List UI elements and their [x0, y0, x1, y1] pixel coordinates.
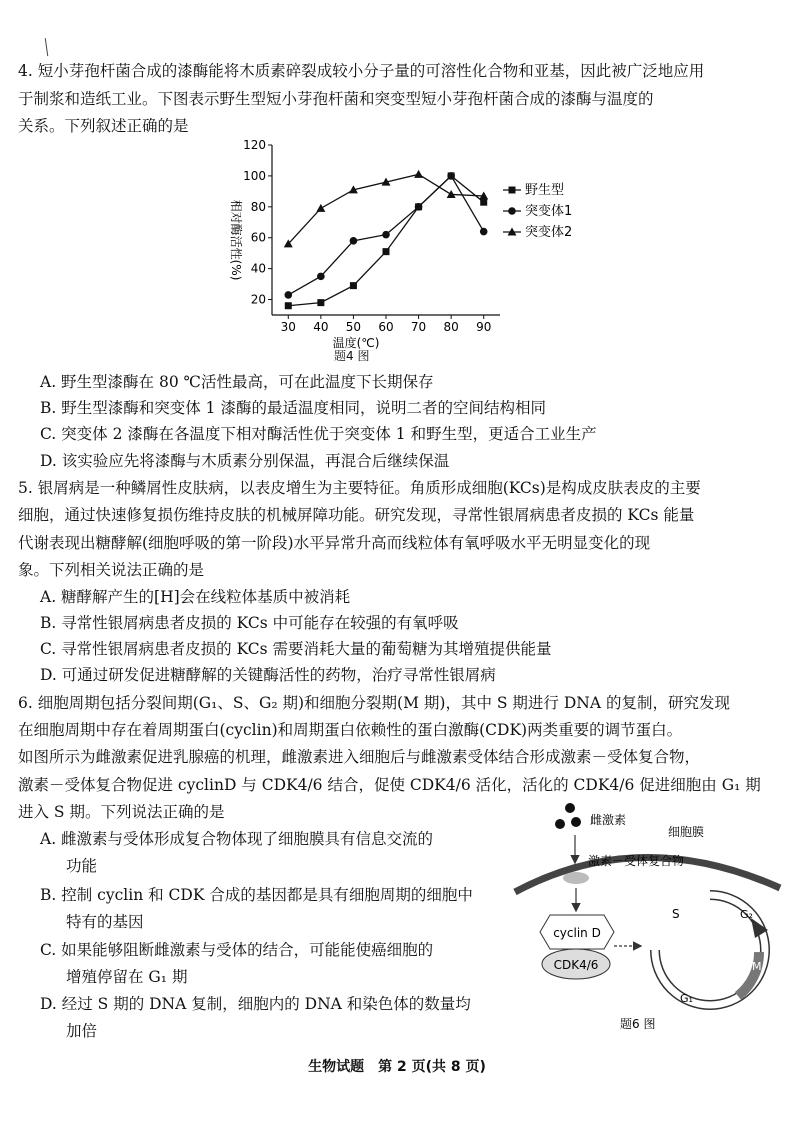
q6-stem-line-3: 如图所示为雌激素促进乳腺癌的机理，雌激素进入细胞后与雌激素受体结合形成激素－受体复合物， — [18, 748, 701, 766]
q5-option-d: D. 可通过研发促进糖酵解的关键酶活性的药物，治疗寻常性银屑病 — [40, 666, 496, 684]
q6-stem-line-4: 激素－受体复合物促进 cyclinD 与 CDK4/6 结合，促使 CDK4/6 活化，活化的 CDK4/6 促进细胞由 G₁ 期 — [18, 776, 761, 794]
x-tick-label: 50 — [345, 320, 362, 334]
x-tick-label: 30 — [280, 320, 296, 334]
q4-option-d: D. 该实验应先将漆酶与木质素分别保温，再混合后继续保温 — [40, 452, 450, 470]
pen-mark — [45, 38, 50, 56]
estrogen-molecule — [565, 803, 575, 813]
q6-option-a: A. 雌激素与受体形成复合物体现了细胞膜具有信息交流的 — [40, 830, 434, 848]
q6-stem-line-5: 进入 S 期。下列说法正确的是 — [18, 803, 225, 821]
data-point-series-1 — [383, 248, 390, 255]
q6-option-a-cont: 功能 — [66, 857, 98, 875]
m-phase-label: M — [752, 960, 762, 973]
estrogen-label: 雌激素 — [590, 813, 627, 827]
legend-label-1: 野生型 — [525, 183, 565, 198]
legend-marker-1 — [509, 187, 516, 194]
y-tick-label: 120 — [243, 138, 266, 152]
q4-option-a: A. 野生型漆酶在 80 ℃活性最高，可在此温度下长期保存 — [40, 373, 434, 391]
q5-option-c: C. 寻常性银屑病患者皮损的 KCs 需要消耗大量的葡萄糖为其增殖提供能量 — [40, 640, 552, 658]
estrogen-molecule — [555, 819, 565, 829]
y-tick-label: 100 — [243, 168, 266, 183]
data-point-series-2 — [284, 291, 292, 299]
q6-option-c-cont: 增殖停留在 G₁ 期 — [66, 968, 188, 986]
y-tick-label: 40 — [250, 261, 266, 276]
estrogen-mechanism-diagram — [510, 800, 790, 1045]
q5-stem-line-4: 象。下列相关说法正确的是 — [18, 561, 205, 579]
data-point-series-2 — [317, 273, 325, 281]
q4-figure-caption: 题4 图 — [334, 349, 370, 363]
q5-option-a: A. 糖酵解产生的[H]会在线粒体基质中被消耗 — [40, 588, 351, 606]
q5-option-b: B. 寻常性银屑病患者皮损的 KCs 中可能存在较强的有氧呼吸 — [40, 614, 459, 632]
membrane-label: 细胞膜 — [668, 825, 705, 839]
y-tick-label: 20 — [250, 292, 266, 307]
x-axis-label: 温度(℃) — [332, 336, 380, 350]
cyclin-d-label: cyclin D — [553, 926, 601, 940]
q4-stem-line-1: 4. 短小芽孢杆菌合成的漆酶能将木质素碎裂成较小分子量的可溶性化合物和亚基，因此被广泛地应用 — [18, 62, 705, 80]
q4-stem-line-3: 关系。下列叙述正确的是 — [18, 117, 189, 135]
data-point-series-2 — [382, 231, 390, 239]
q4-stem-line-2: 于制浆和造纸工业。下图表示野生型短小芽孢杆菌和突变型短小芽孢杆菌合成的漆酶与温度的 — [18, 90, 654, 108]
q4-option-c: C. 突变体 2 漆酶在各温度下相对酶活性优于突变体 1 和野生型，更适合工业生产 — [40, 425, 597, 443]
q6-stem-line-2: 在细胞周期中存在着周期蛋白(cyclin)和周期蛋白依赖性的蛋白激酶(CDK)两类重要的调节蛋白。 — [18, 721, 683, 739]
q6-option-c: C. 如果能够阻断雌激素与受体的结合，可能能使癌细胞的 — [40, 941, 434, 959]
y-tick-label: 60 — [250, 230, 266, 245]
q6-stem-line-1: 6. 细胞周期包括分裂间期(G₁、S、G₂ 期)和细胞分裂期(M 期)，其中 S 期进行 DNA 的复制，研究发现 — [18, 694, 730, 712]
data-point-series-1 — [480, 199, 487, 206]
x-tick-label: 40 — [313, 320, 329, 334]
data-point-series-3 — [316, 204, 325, 212]
legend-label-3: 突变体2 — [525, 225, 573, 240]
page-footer: 生物试题 第 2 页(共 8 页) — [308, 1059, 486, 1075]
data-point-series-3 — [414, 170, 423, 178]
q6-option-d: D. 经过 S 期的 DNA 复制，细胞内的 DNA 和染色体的数量均 — [40, 995, 471, 1013]
data-point-series-1 — [285, 302, 292, 309]
q6-option-d-cont: 加倍 — [66, 1022, 98, 1040]
s-phase-label: S — [672, 907, 680, 921]
legend-marker-2 — [508, 207, 516, 215]
data-point-series-1 — [317, 299, 324, 306]
legend-label-2: 突变体1 — [525, 204, 573, 219]
q5-stem-line-2: 细胞，通过快速修复损伤维持皮肤的机械屏障功能。研究发现，寻常性银屑病患者皮损的 KCs 能量 — [18, 506, 695, 524]
q4-option-b: B. 野生型漆酶和突变体 1 漆酶的最适温度相同，说明二者的空间结构相同 — [40, 399, 546, 417]
data-point-series-1 — [350, 282, 357, 289]
receptor-complex — [563, 872, 589, 884]
g2-phase-label: G₂ — [740, 908, 753, 921]
g1-phase-label: G₁ — [680, 992, 693, 1005]
m-phase-segment — [738, 952, 759, 996]
y-tick-label: 80 — [250, 199, 266, 214]
complex-label: 激素－受体复合物 — [588, 854, 685, 868]
data-point-series-2 — [415, 203, 423, 211]
x-tick-label: 80 — [443, 320, 459, 334]
data-point-series-2 — [350, 237, 358, 245]
data-point-series-2 — [447, 172, 455, 180]
x-tick-label: 60 — [378, 320, 394, 334]
x-tick-label: 70 — [410, 320, 427, 334]
y-axis-label: 相对酶活性(%) — [229, 199, 243, 281]
q5-stem-line-1: 5. 银屑病是一种鳞屑性皮肤病，以表皮增生为主要特征。角质形成细胞(KCs)是构成皮肤表皮的主要 — [18, 479, 701, 497]
series-line-1 — [288, 176, 483, 306]
data-point-series-2 — [480, 228, 488, 236]
q6-option-b-cont: 特有的基因 — [66, 913, 144, 931]
x-tick-label: 90 — [476, 320, 492, 334]
q5-stem-line-3: 代谢表现出糖酵解(细胞呼吸的第一阶段)水平异常升高而线粒体有氧呼吸水平无明显变化的现 — [18, 534, 651, 552]
q6-option-b: B. 控制 cyclin 和 CDK 合成的基因都是具有细胞周期的细胞中 — [40, 886, 473, 904]
enzyme-activity-chart — [0, 135, 794, 375]
diagram-caption: 题6 图 — [620, 1017, 656, 1031]
cdk46-label: CDK4/6 — [553, 958, 599, 972]
estrogen-molecule — [571, 817, 581, 827]
